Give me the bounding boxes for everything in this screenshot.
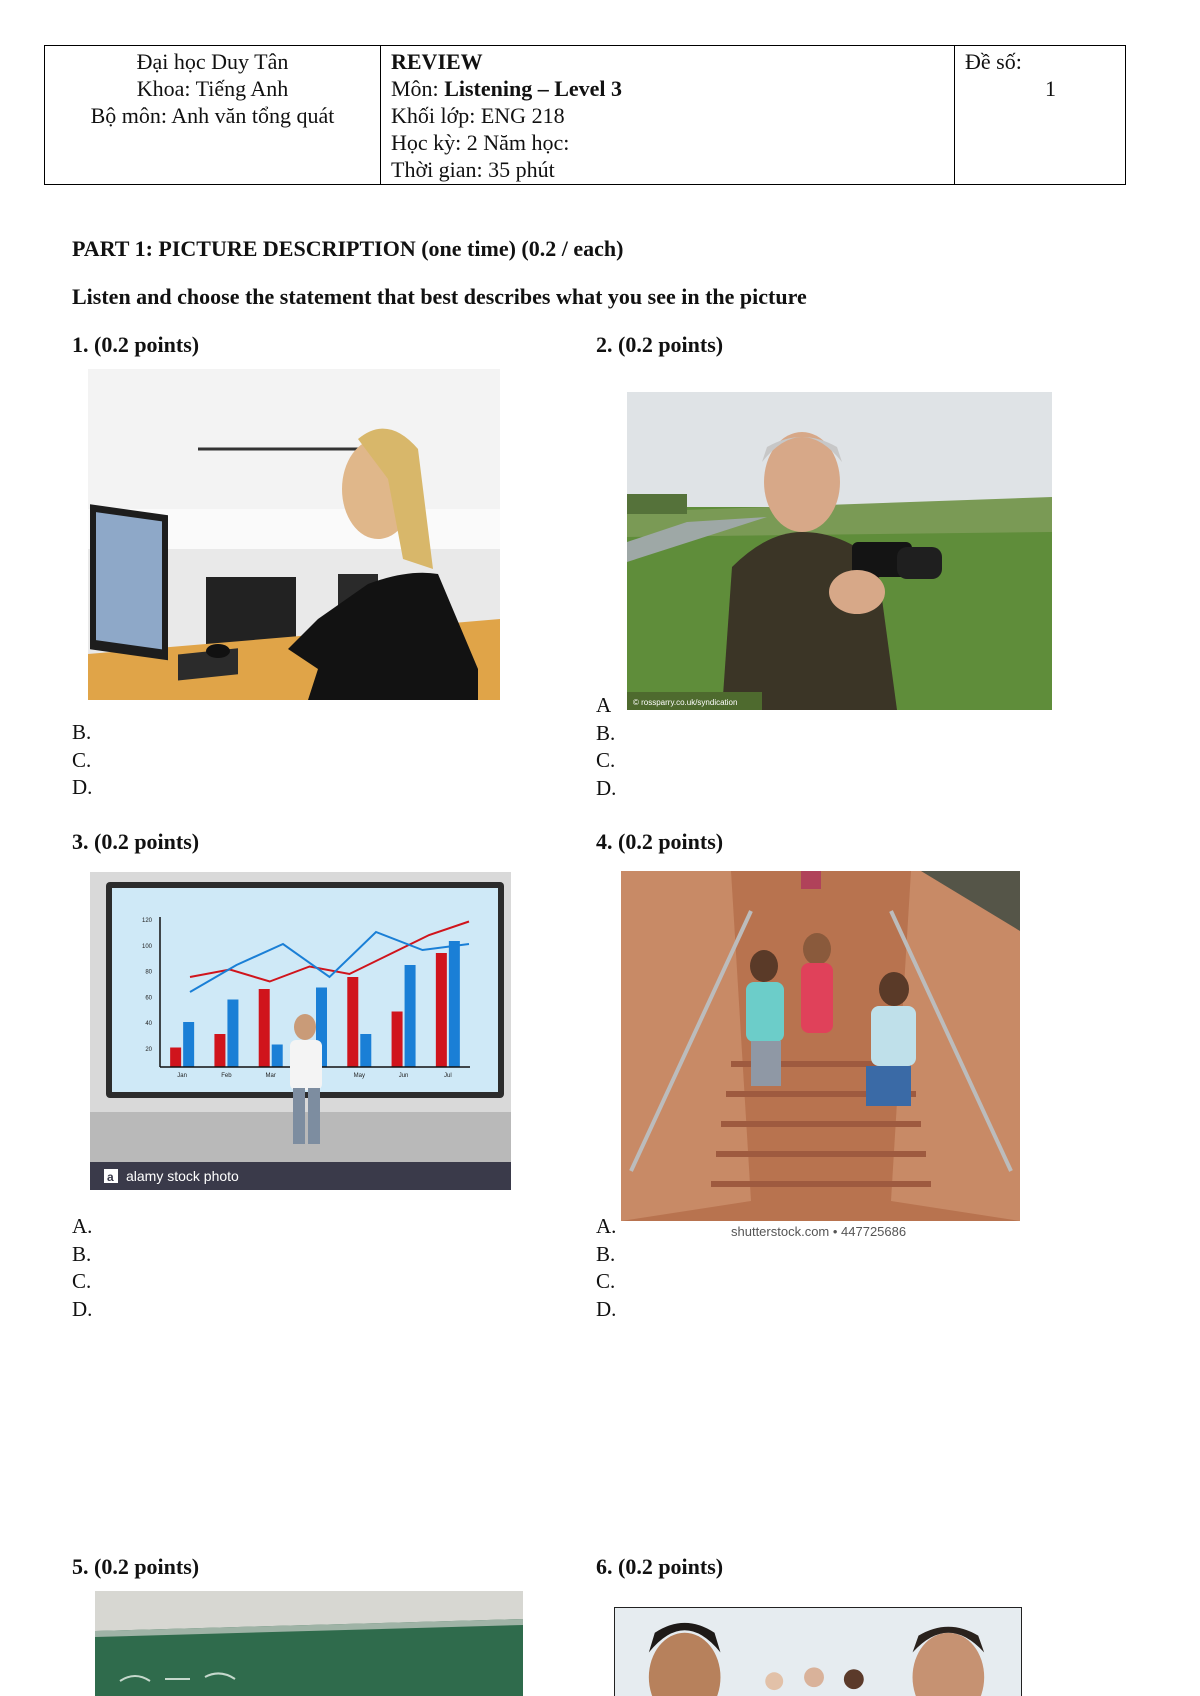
exam-code-number: 1 [1045,76,1056,101]
question-1-options [72,719,92,802]
q2-option-c[interactable]: C. [596,748,616,772]
exam-code-label: Đề số: [965,49,1022,74]
q3-option-c[interactable]: C. [72,1269,92,1293]
q3-option-d[interactable]: D. [72,1296,93,1321]
chart-bar-blue [227,1000,238,1068]
question-4-title: 4. (0.2 points) [596,829,724,854]
question-3-photo [90,872,511,1190]
chart-bar-blue [272,1045,283,1068]
faculty-name: Khoa: Tiếng Anh [136,76,289,101]
question-4-watermark: shutterstock.com • 447725686 [731,1224,907,1239]
header-table [44,45,1126,185]
chart-bar-red [214,1034,225,1067]
q2-option-b[interactable]: B. [596,720,616,745]
exam-subject: Môn: Listening – Level 3 [391,76,623,101]
header-left-cell [45,46,381,184]
chart-bar-blue [183,1022,194,1067]
chart-bar-blue [449,941,460,1067]
q4-option-d[interactable]: D. [596,1296,617,1321]
q2-option-d[interactable]: D. [596,775,617,800]
chart-bar-red [170,1048,181,1068]
chart-bar-red [436,953,447,1067]
question-5-title: 5. (0.2 points) [72,1554,200,1579]
q3-option-b[interactable]: B. [72,1241,92,1266]
chart-bar-blue [405,965,416,1067]
question-2-photo [627,392,1052,710]
chart-tick-label: 120 [141,918,152,924]
chart-category-label: Jul [444,1073,452,1079]
question-3-title: 3. (0.2 points) [72,829,200,854]
exam-grade: Khối lớp: ENG 218 [391,103,565,128]
question-3-watermark-badge: a [107,1170,114,1184]
q4-option-c[interactable]: C. [596,1269,616,1293]
q1-option-b[interactable]: B. [72,720,92,744]
exam-time: Thời gian: 35 phút [391,157,555,182]
chart-tick-label: 40 [145,1021,152,1028]
chart-bar-red [392,1012,403,1068]
chart-category-label: Jan [177,1073,187,1079]
q2-option-a[interactable]: A [596,693,612,717]
q3-option-a[interactable]: A. [72,1214,93,1238]
question-3-watermark: alamy stock photo [126,1168,239,1184]
exam-term: Học kỳ: 2 Năm học: [391,130,570,155]
question-2-watermark: © rossparry.co.uk/syndication [633,698,738,707]
question-4-photo [621,871,1020,1242]
q4-option-b[interactable]: B. [596,1241,616,1266]
question-2-title: 2. (0.2 points) [596,332,724,357]
part1-heading: PART 1: PICTURE DESCRIPTION (one time) (0.2 / each) [72,236,624,261]
question-5-photo [95,1591,523,1696]
chart-tick-label: 80 [145,969,152,976]
question-3-options [72,1213,92,1323]
chart-category-label: Mar [265,1073,276,1079]
chart-category-label: May [353,1073,365,1079]
chart-category-label: Jun [398,1073,409,1079]
department-name: Bộ môn: Anh văn tổng quát [90,103,335,128]
header-right-cell [955,46,1125,184]
chart-tick-label: 100 [141,943,152,950]
question-1-photo [88,369,500,700]
question-4-options [596,1213,616,1323]
part1-instruction: Listen and choose the statement that best describes what you see in the picture [72,284,807,309]
question-6-title: 6. (0.2 points) [596,1554,724,1579]
chart-tick-label: 20 [145,1046,152,1053]
q1-option-d[interactable]: D. [72,775,93,799]
question-2-options [596,692,616,802]
university-name: Đại học Duy Tân [136,49,289,74]
chart-bar-red [347,977,358,1067]
q1-option-c[interactable]: C. [72,747,92,772]
chart-bar-blue [360,1034,371,1067]
chart-tick-label: 60 [145,995,152,1002]
question-1-title: 1. (0.2 points) [72,332,200,357]
question-6-photo [614,1607,1022,1696]
exam-title: REVIEW [391,49,483,74]
header-middle-cell [381,46,955,184]
chart-bar-red [259,989,270,1067]
chart-category-label: Feb [221,1073,232,1079]
q4-option-a[interactable]: A. [596,1214,617,1238]
